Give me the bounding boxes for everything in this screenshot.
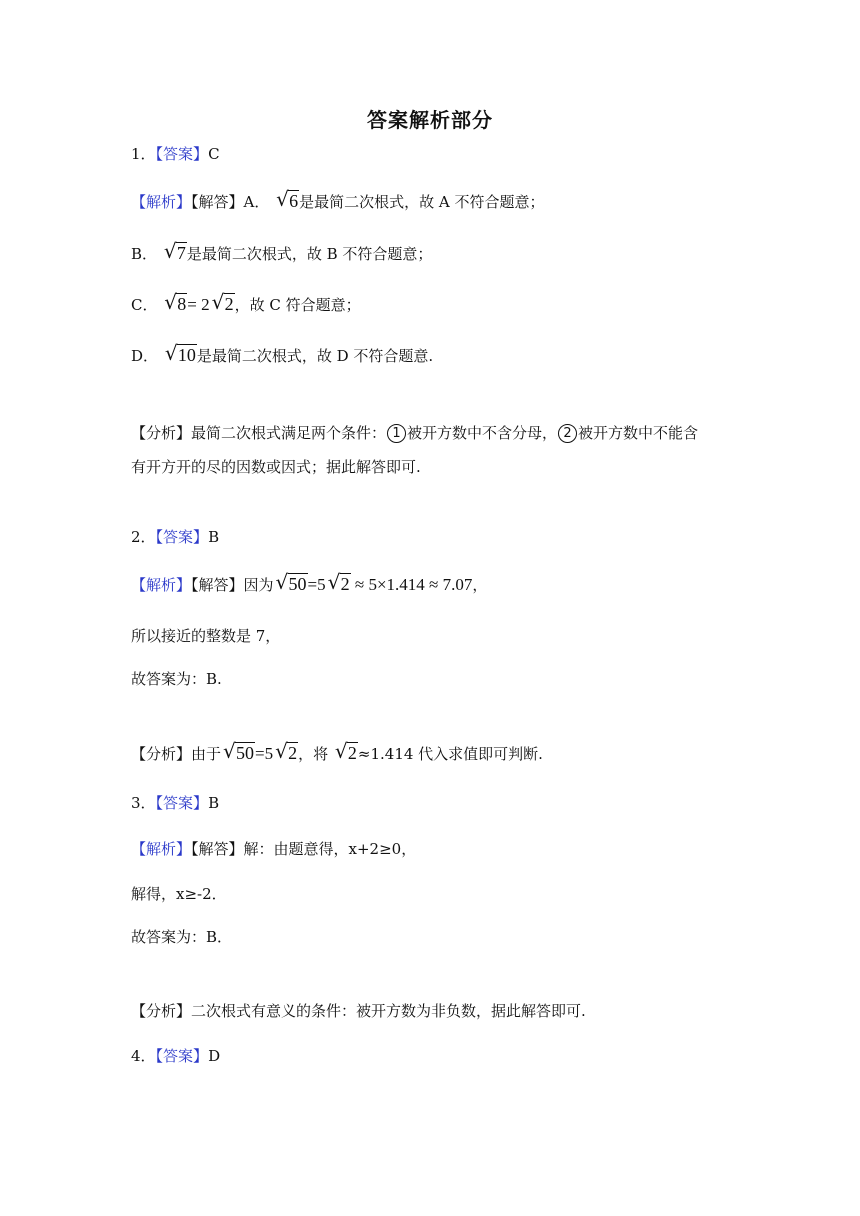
sqrt-2: √ 2 bbox=[212, 293, 235, 317]
q1-d-text: 是最简二次根式，故 D 不符合题意. bbox=[196, 347, 434, 365]
q4-answer-tag: 【答案】 bbox=[155, 1047, 209, 1065]
sqrt-2: √ 2 bbox=[335, 742, 358, 766]
q1-analysis-line2: 有开方开的尽的因数或因式；据此解答即可. bbox=[131, 458, 421, 476]
q3-jieda-tag: 【解答】 bbox=[191, 840, 244, 858]
q1-b-text: 是最简二次根式，故 B 不符合题意； bbox=[186, 245, 433, 263]
q1-answer-tag: 【答案】 bbox=[155, 145, 209, 163]
q3-line3: 故答案为：B． bbox=[131, 928, 233, 946]
q1-option-a-line bbox=[131, 190, 545, 214]
q1-jieda-tag: 【解答】 bbox=[191, 193, 244, 211]
circled-one: 1 bbox=[387, 424, 406, 443]
q1-fenxi-tag: 【分析】 bbox=[131, 424, 192, 442]
q1-a-prefix: A． bbox=[243, 193, 270, 211]
q2-fenxi-tag: 【分析】 bbox=[131, 745, 192, 763]
q1-jiexi-tag: 【解析】 bbox=[131, 193, 192, 211]
q1-c-prefix: C． bbox=[131, 296, 158, 314]
q1-option-b-line bbox=[131, 242, 432, 266]
q2-answer-tag: 【答案】 bbox=[155, 528, 209, 546]
q1-c-eq: = 2 bbox=[187, 295, 210, 314]
q2-answer-line bbox=[131, 525, 219, 549]
sqrt-6: √ 6 bbox=[276, 190, 299, 214]
q2-answer: B bbox=[208, 528, 220, 546]
q1-d-prefix: D． bbox=[131, 347, 159, 365]
q2-calc: ≈ 5×1.414 ≈ 7.07 bbox=[350, 575, 473, 594]
sqrt-7: √ 7 bbox=[164, 242, 187, 266]
q2-number: 2． bbox=[131, 528, 156, 546]
q1-a-text: 是最简二次根式，故 A 不符合题意； bbox=[299, 193, 545, 211]
q1-analysis-line1: 【分析】最简二次根式满足两个条件： 1 被开方数中不含分母， 2 被开方数中不能含 bbox=[131, 424, 699, 442]
q4-number: 4． bbox=[131, 1047, 156, 1065]
q3-solution-line: 【解析】【解答】解：由题意得，x+2≥0， bbox=[131, 840, 417, 858]
q1-c-text: ，故 C 符合题意； bbox=[234, 296, 361, 314]
q3-analysis-line: 【分析】二次根式有意义的条件：被开方数为非负数，据此解答即可. bbox=[131, 1002, 586, 1020]
q2-jieda-tag: 【解答】 bbox=[191, 576, 244, 594]
q2-jiexi-tag: 【解析】 bbox=[131, 576, 192, 594]
q3-line2: 解得，x≥-2． bbox=[131, 885, 227, 903]
q3-fenxi-tag: 【分析】 bbox=[131, 1002, 192, 1020]
q1-option-d-line bbox=[131, 344, 433, 368]
q2-line3: 故答案为：B. bbox=[131, 670, 222, 688]
q3-answer: B bbox=[208, 794, 220, 812]
q1-option-c-line bbox=[131, 293, 361, 317]
q3-number: 3． bbox=[131, 794, 156, 812]
q2-analysis-line: 【分析】由于√ 50=5√ 2，将 √ 2≈1.414 代入求值即可判断. bbox=[131, 742, 543, 766]
q2-solution-line: 【解析】【解答】因为√ 50=5√ 2 ≈ 5×1.414 ≈ 7.07， bbox=[131, 573, 487, 597]
sqrt-2: √ 2 bbox=[328, 573, 351, 597]
page-title: 答案解析部分 bbox=[367, 108, 493, 132]
q3-jiexi-tag: 【解析】 bbox=[131, 840, 192, 858]
q1-b-prefix: B． bbox=[131, 245, 158, 263]
q1-answer-line bbox=[131, 142, 220, 166]
q1-number: 1． bbox=[131, 145, 156, 163]
q4-answer-line bbox=[131, 1044, 220, 1068]
q3-answer-line bbox=[131, 791, 219, 815]
q3-answer-tag: 【答案】 bbox=[155, 794, 209, 812]
sqrt-10: √ 10 bbox=[165, 344, 197, 368]
q4-answer: D bbox=[208, 1047, 221, 1065]
circled-two: 2 bbox=[558, 424, 577, 443]
sqrt-50: √ 50 bbox=[223, 742, 255, 766]
q1-answer: C bbox=[208, 145, 220, 163]
sqrt-50: √ 50 bbox=[276, 573, 308, 597]
sqrt-8: √ 8 bbox=[164, 293, 187, 317]
q2-line2: 所以接近的整数是 7， bbox=[131, 627, 281, 645]
sqrt-2: √ 2 bbox=[275, 742, 298, 766]
